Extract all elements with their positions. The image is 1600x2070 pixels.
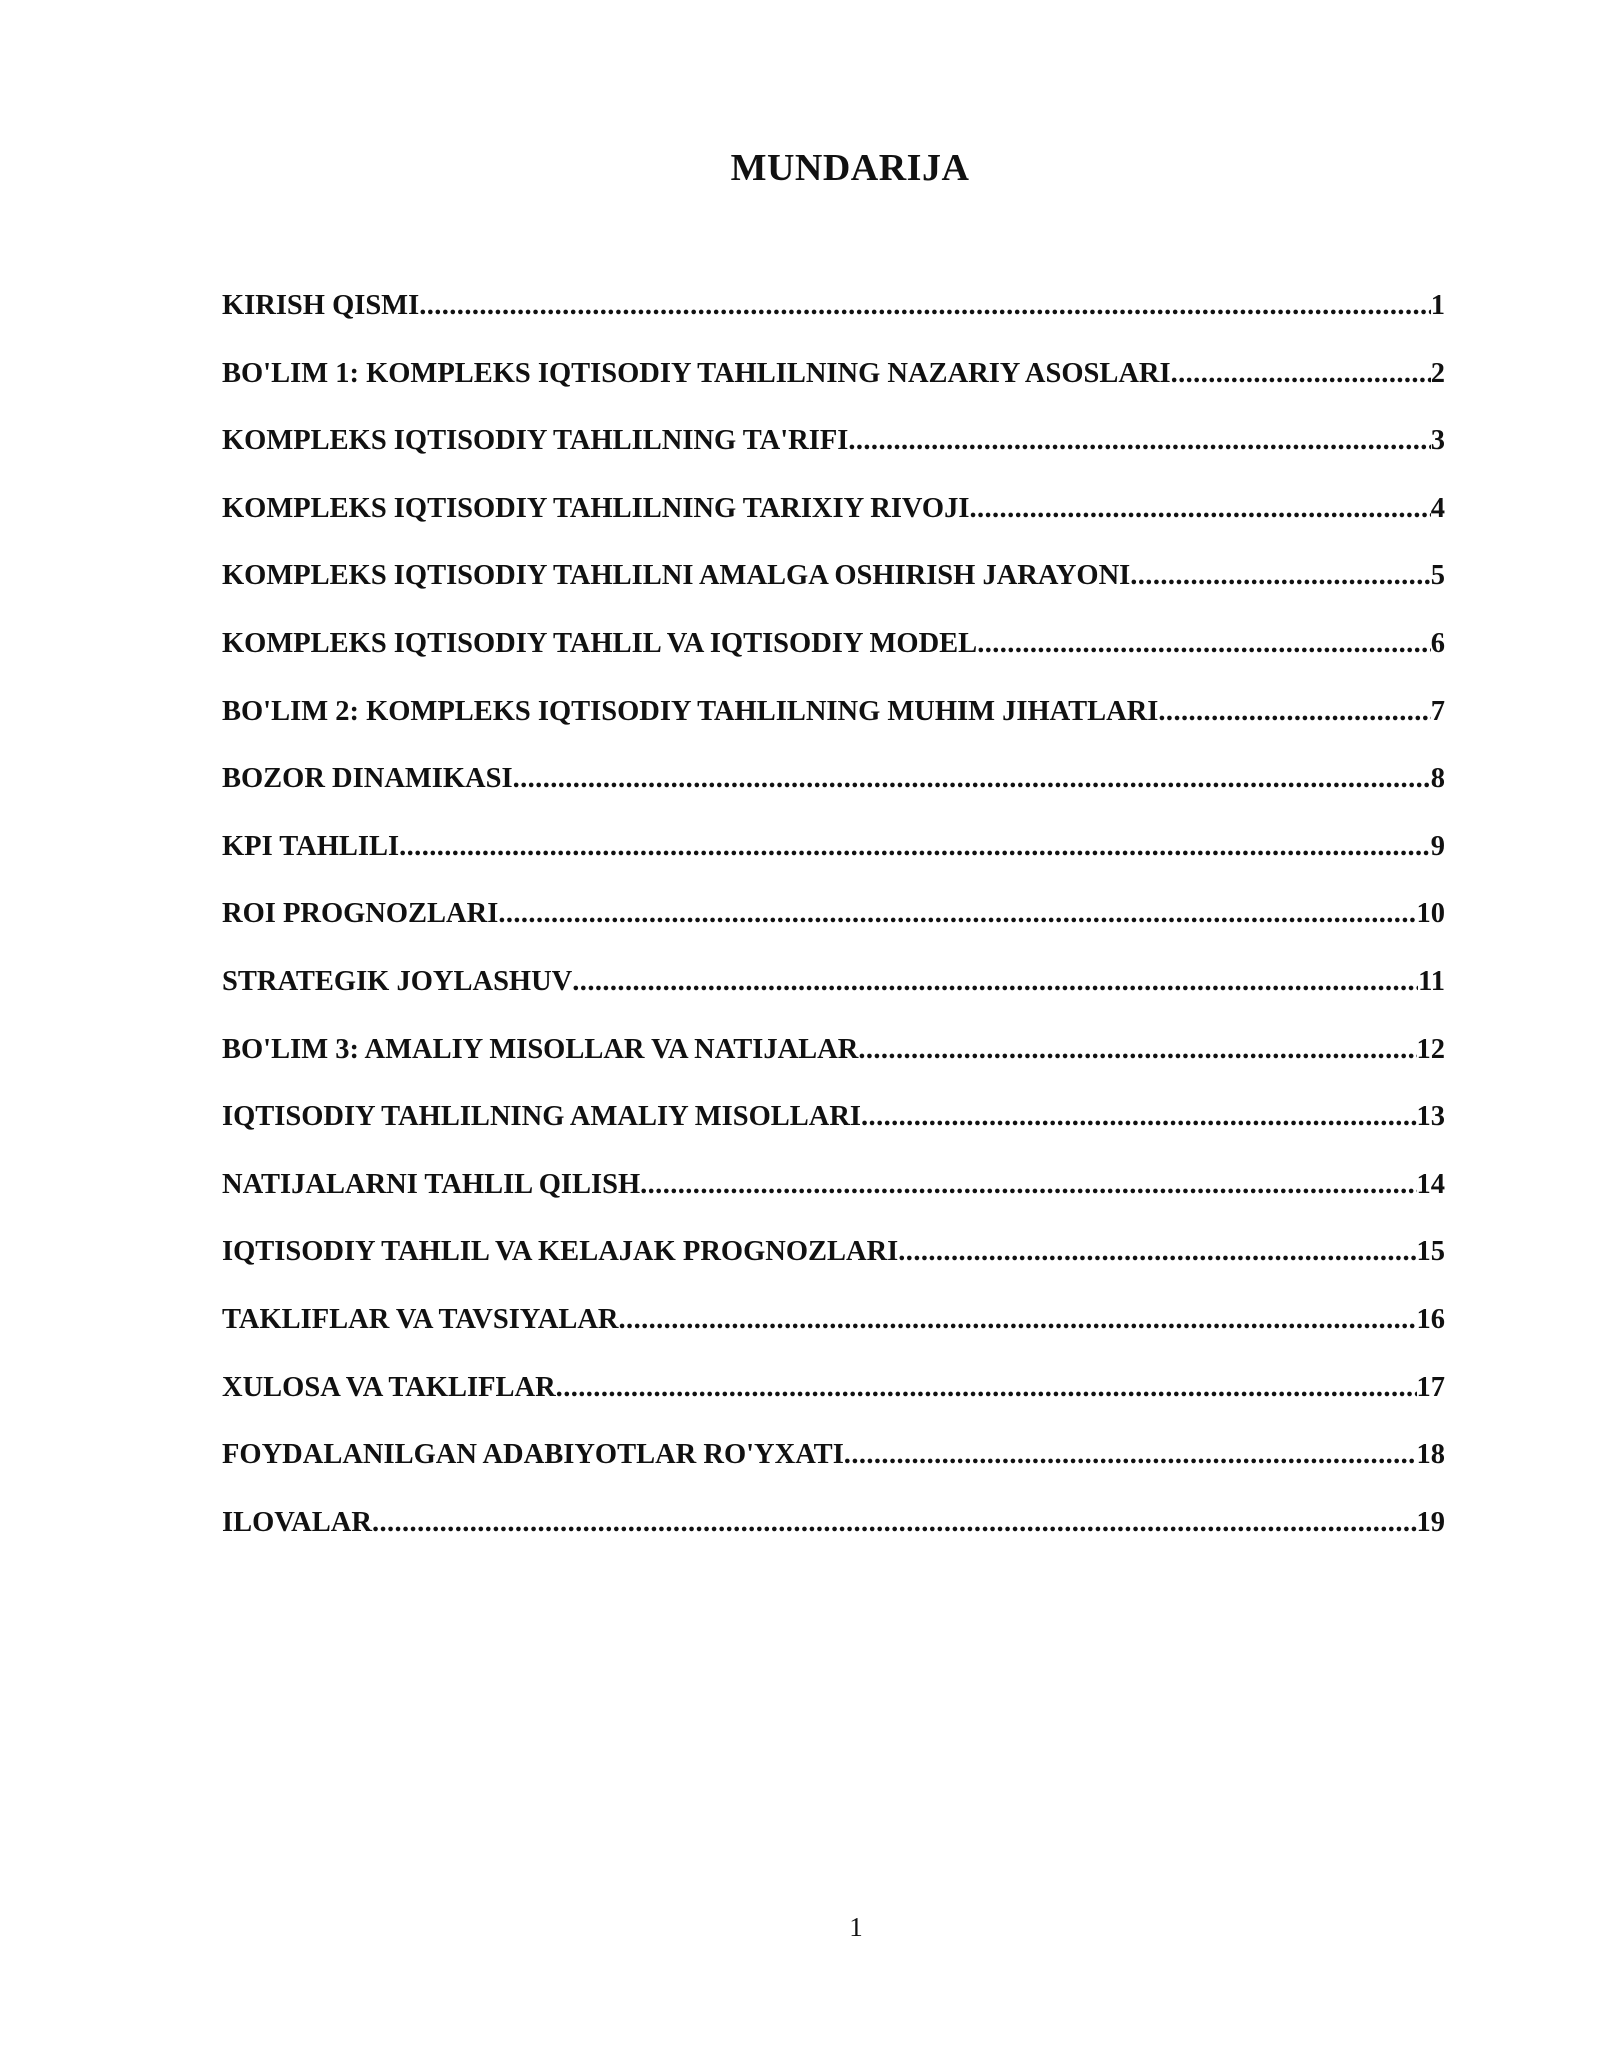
toc-entry[interactable] <box>222 1034 1445 1102</box>
toc-dot-leader <box>498 898 1416 930</box>
toc-entry-page: 3 <box>1430 425 1445 457</box>
page-number: 1 <box>849 1912 863 1942</box>
toc-dot-leader <box>898 1236 1416 1268</box>
toc-dot-leader <box>861 1101 1416 1133</box>
toc-entry-page: 11 <box>1418 965 1445 997</box>
toc-entry-label: BO'LIM 2: KOMPLEKS IQTISODIY TAHLILNING MUHIM JIHATLARI <box>222 695 1159 727</box>
toc-dot-leader <box>858 1034 1416 1066</box>
toc-entry[interactable] <box>222 696 1445 764</box>
toc-entry-label: ROI PROGNOZLARI <box>222 898 499 930</box>
toc-entry[interactable] <box>222 1236 1445 1304</box>
toc-dot-leader <box>977 628 1431 660</box>
toc-entry-page: 16 <box>1416 1303 1445 1335</box>
toc-entry-page: 15 <box>1416 1236 1445 1268</box>
toc-entry-label: STRATEGIK JOYLASHUV <box>222 965 573 997</box>
toc-entry-label: XULOSA VA TAKLIFLAR <box>222 1371 556 1403</box>
toc-dot-leader <box>399 831 1431 863</box>
toc-entry-page: 9 <box>1430 830 1445 862</box>
toc-entry-label: KIRISH QISMI <box>222 290 420 321</box>
toc-entry[interactable] <box>222 831 1445 899</box>
table-of-contents <box>222 290 1445 1574</box>
toc-entry-label: BO'LIM 3: AMALIY MISOLLAR VA NATIJALAR <box>222 1033 859 1065</box>
toc-entry[interactable] <box>222 966 1445 1034</box>
toc-entry-label: KOMPLEKS IQTISODIY TAHLILNING TARIXIY RIVOJI <box>222 492 970 524</box>
toc-entry[interactable] <box>222 1304 1445 1372</box>
toc-entry-label: BOZOR DINAMIKASI <box>222 763 513 795</box>
toc-dot-leader <box>844 1439 1417 1471</box>
toc-entry-label: KPI TAHLILI <box>222 830 400 862</box>
toc-entry[interactable] <box>222 290 1445 358</box>
toc-entry[interactable] <box>222 628 1445 696</box>
toc-entry-page: 4 <box>1430 492 1445 524</box>
toc-dot-leader <box>848 425 1430 457</box>
toc-entry-label: KOMPLEKS IQTISODIY TAHLIL VA IQTISODIY MODEL <box>222 627 978 659</box>
toc-dot-leader <box>1130 560 1431 592</box>
toc-entry-page: 5 <box>1430 560 1445 592</box>
toc-entry-page: 17 <box>1416 1371 1445 1403</box>
toc-entry-page: 1 <box>1430 290 1445 321</box>
toc-entry-page: 14 <box>1416 1168 1445 1200</box>
toc-entry[interactable] <box>222 1169 1445 1237</box>
toc-dot-leader <box>556 1372 1417 1404</box>
toc-entry[interactable] <box>222 358 1445 426</box>
toc-entry-label: KOMPLEKS IQTISODIY TAHLILNING TA'RIFI <box>222 425 849 457</box>
toc-dot-leader <box>419 290 1431 322</box>
toc-dot-leader <box>1171 358 1431 390</box>
toc-entry-label: IQTISODIY TAHLILNING AMALIY MISOLLARI <box>222 1101 862 1133</box>
toc-entry-page: 13 <box>1416 1101 1445 1133</box>
toc-entry[interactable] <box>222 425 1445 493</box>
toc-entry-page: 18 <box>1416 1439 1445 1471</box>
toc-entry[interactable] <box>222 493 1445 561</box>
toc-entry-page: 10 <box>1416 898 1445 930</box>
toc-entry[interactable] <box>222 1372 1445 1440</box>
toc-dot-leader <box>572 966 1418 998</box>
toc-entry-page: 12 <box>1416 1033 1445 1065</box>
toc-entry-page: 6 <box>1430 627 1445 659</box>
toc-dot-leader <box>640 1169 1416 1201</box>
toc-dot-leader <box>513 763 1431 795</box>
toc-entry-label: KOMPLEKS IQTISODIY TAHLILNI AMALGA OSHIRISH JARAYONI <box>222 560 1131 592</box>
toc-entry[interactable] <box>222 1507 1445 1575</box>
toc-entry-page: 2 <box>1430 357 1445 389</box>
toc-entry-label: BO'LIM 1: KOMPLEKS IQTISODIY TAHLILNING NAZARIY ASOSLARI <box>222 357 1171 389</box>
toc-dot-leader <box>969 493 1430 525</box>
toc-entry[interactable] <box>222 1439 1445 1507</box>
toc-entry[interactable] <box>222 898 1445 966</box>
toc-dot-leader <box>372 1507 1417 1539</box>
toc-dot-leader <box>619 1304 1417 1336</box>
page-title: MUNDARIJA <box>730 147 970 189</box>
toc-dot-leader <box>1158 696 1430 728</box>
toc-entry-page: 7 <box>1430 695 1445 727</box>
toc-entry-label: IQTISODIY TAHLIL VA KELAJAK PROGNOZLARI <box>222 1236 899 1268</box>
toc-entry-page: 8 <box>1430 763 1445 795</box>
toc-entry-label: NATIJALARNI TAHLIL QILISH <box>222 1168 641 1200</box>
toc-entry-label: FOYDALANILGAN ADABIYOTLAR RO'YXATI <box>222 1439 844 1471</box>
toc-entry[interactable] <box>222 1101 1445 1169</box>
toc-entry-label: TAKLIFLAR VA TAVSIYALAR <box>222 1303 619 1335</box>
toc-entry[interactable] <box>222 560 1445 628</box>
toc-entry-page: 19 <box>1416 1506 1445 1538</box>
toc-entry[interactable] <box>222 763 1445 831</box>
toc-entry-label: ILOVALAR <box>222 1506 372 1538</box>
